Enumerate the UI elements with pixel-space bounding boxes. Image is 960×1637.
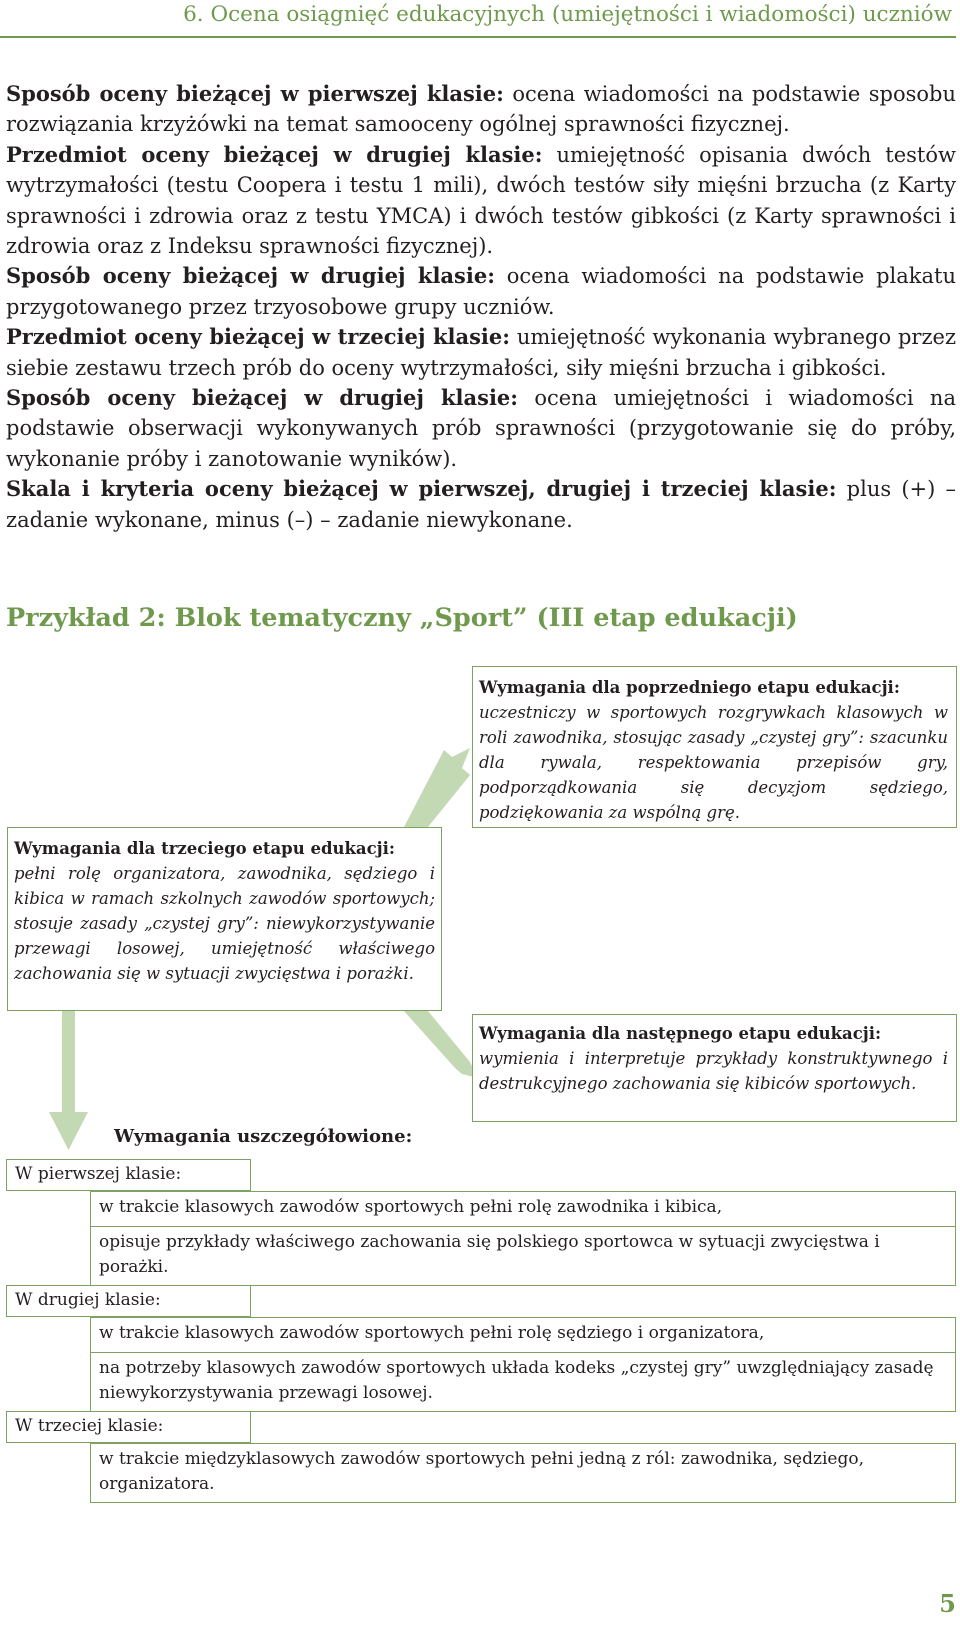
box-text: uczestniczy w sportowych rozgrywkach klasowych w roli zawodnika, stosując zasady „czystej gry”: szacunku dla rywala, respektowania przepisów gry, podporządkowania się decyzjom sędziego, podziękowania za wspólną grę.	[479, 703, 948, 822]
paragraph-label: Skala i kryteria oceny bieżącej w pierwszej, drugiej i trzeciej klasie:	[6, 476, 837, 502]
third-stage-box	[7, 827, 442, 1011]
box-heading: Wymagania dla następnego etapu edukacji:	[479, 1024, 882, 1043]
arrow-up-right-icon	[404, 748, 470, 827]
page-number: 5	[939, 1589, 956, 1618]
box-text: pełni rolę organizatora, zawodnika, sędziego i kibica w ramach szkolnych zawodów sportowych; stosuje zasady „czystej gry”: niewykorzystywanie przewagi losowej, umiejętność właściwego zachowania się w sytuacji zwycięstwa i porażki.	[14, 864, 435, 983]
chapter-title: 6. Ocena osiągnięć edukacyjnych (umiejętności i wiadomości) uczniów	[183, 2, 952, 27]
requirement-item: na potrzeby klasowych zawodów sportowych układa kodeks „czystej gry” uwzględniający zasadę niewykorzystywania przewagi losowej.	[90, 1352, 956, 1412]
paragraph-text: ocena wiadomości na podstawie plakatu przygotowanego przez trzyosobowe grupy uczniów.	[6, 264, 956, 319]
requirement-item: opisuje przykłady właściwego zachowania się polskiego sportowca w sytuacji zwycięstwa i porażki.	[90, 1226, 956, 1286]
paragraph-text: umiejętność wykonania wybranego przez siebie zestawu trzech prób do oceny wytrzymałości, siły mięśni brzucha i gibkości.	[6, 325, 957, 380]
paragraph-label: Sposób oceny bieżącej w drugiej klasie:	[6, 385, 519, 411]
paragraph-text: plus (+) – zadanie wykonane, minus (–) – zadanie niewykonane.	[6, 477, 957, 532]
arrow-down-icon	[49, 1011, 88, 1150]
detailed-requirements-title: Wymagania uszczegółowione:	[114, 1126, 413, 1147]
box-heading: Wymagania dla trzeciego etapu edukacji:	[14, 839, 395, 858]
next-stage-box	[472, 1014, 957, 1122]
requirement-item: w trakcie klasowych zawodów sportowych pełni rolę sędziego i organizatora,	[90, 1317, 956, 1353]
arrow-down-right-icon	[404, 1011, 478, 1078]
grade-label-second: W drugiej klasie:	[6, 1285, 251, 1317]
paragraph-label: Sposób oceny bieżącej w pierwszej klasie:	[6, 81, 504, 106]
paragraph-text: ocena umiejętności i wiadomości na podstawie obserwacji wykonywanych prób sprawności (przygotowanie się do próby, wykonanie próby i zanotowanie wyników).	[6, 386, 956, 471]
grade-label-third: W trzeciej klasie:	[6, 1411, 251, 1443]
paragraph-label: Przedmiot oceny bieżącej w drugiej klasie:	[6, 141, 543, 167]
example-title: Przykład 2: Blok tematyczny „Sport” (III etap edukacji)	[6, 603, 798, 633]
requirement-item: w trakcie międzyklasowych zawodów sportowych pełni jedną z ról: zawodnika, sędziego, organizatora.	[90, 1443, 956, 1503]
requirement-item: w trakcie klasowych zawodów sportowych pełni rolę zawodnika i kibica,	[90, 1191, 956, 1227]
box-text: wymienia i interpretuje przykłady konstruktywnego i destrukcyjnego zachowania się kibiców sportowych.	[479, 1049, 948, 1093]
paragraph-text: umiejętność opisania dwóch testów wytrzymałości (testu Coopera i testu 1 mili), dwóch testów siły mięśni brzucha (z Karty sprawności i zdrowia oraz z testu YMCA) i dwóch testów gibkości (z Karty sprawności i zdrowia oraz z Indeksu sprawności fizycznej).	[6, 142, 956, 259]
paragraph-label: Sposób oceny bieżącej w drugiej klasie:	[6, 263, 495, 289]
previous-stage-box	[472, 666, 957, 828]
box-heading: Wymagania dla poprzedniego etapu edukacji:	[479, 678, 900, 697]
paragraph-label: Przedmiot oceny bieżącej w trzeciej klasie:	[6, 324, 510, 350]
grade-label-first: W pierwszej klasie:	[6, 1159, 251, 1191]
paragraph-text: ocena wiadomości na podstawie sposobu rozwiązania krzyżówki na temat samooceny ogólnej sprawności fizycznej.	[6, 82, 956, 137]
